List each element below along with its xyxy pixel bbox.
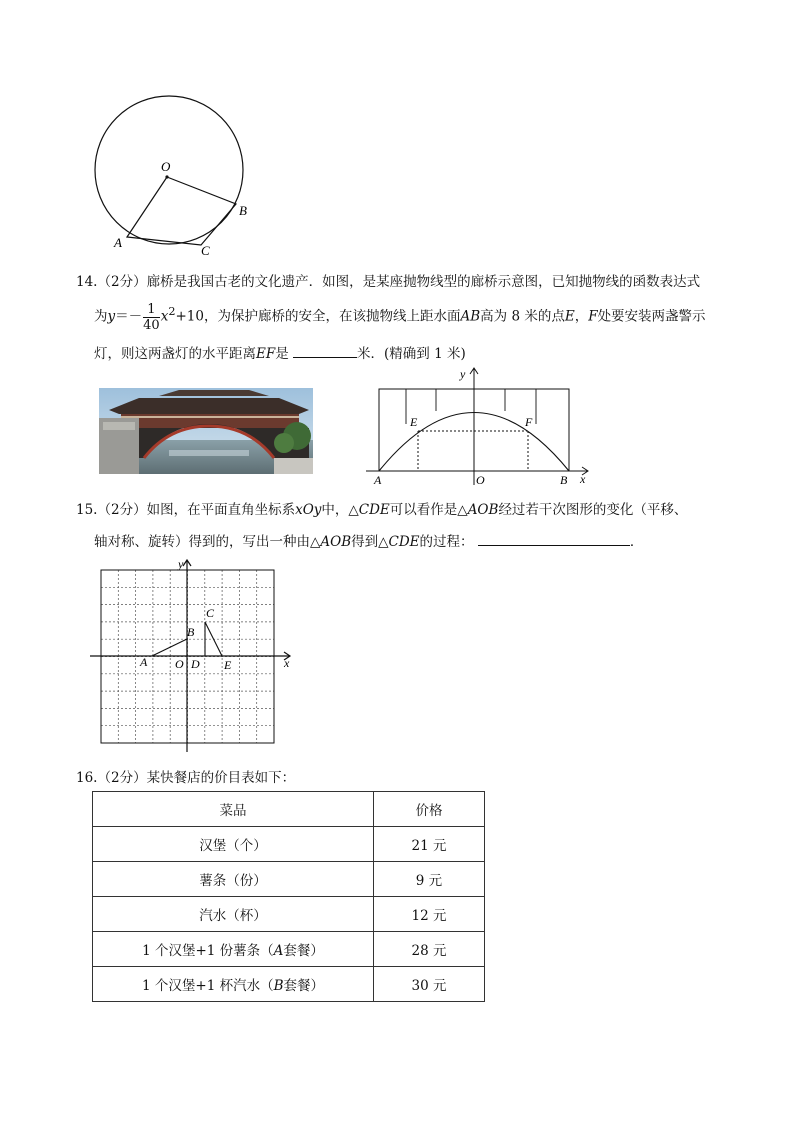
grid-a-label: A [140,655,148,669]
bridge-photo [99,388,313,474]
parabola-diagram [366,364,596,488]
q14-answer-blank[interactable] [293,357,357,358]
quadrilateral-oacb [127,177,236,245]
q15-answer-blank[interactable] [478,545,630,546]
grid-o-label: O [175,657,184,671]
table-row: 薯条（份） 9 元 [93,862,485,897]
q14-text1: 廊桥是我国古老的文化遗产．如图，是某座抛物线型的廊桥示意图，已知抛物线的函数表达式 [146,274,701,290]
table-row: 汽水（杯） 12 元 [93,897,485,932]
triangle-cde [205,622,222,656]
grid-b-label: B [187,625,195,639]
point-b-label: B [560,473,568,487]
point-a-label: A [374,473,382,487]
q14-line1 [76,270,700,290]
header-dish: 菜品 [93,792,374,827]
coordinate-grid [90,556,300,752]
q14-line2: 为y＝－ $\frac{1}{40}$ $x^2+10$，为保护廊桥的安全，在该抛物线上距水面AB高为 8 米的点E，F处要安装两盏警示 [94,301,706,333]
axis-x-label: x [580,472,586,486]
fraction-1-40: $\frac{1}{40}$ [143,301,160,333]
circle-figure [90,95,260,260]
label-c: C [201,243,210,258]
grid-e-label: E [224,658,232,672]
label-o: O [161,159,171,174]
center-point [165,175,168,178]
price-table [92,791,485,1002]
q14-line3: 灯，则这两盏灯的水平距离EF是 米．(精确到 1 米) [94,346,466,362]
table-row: 汉堡（个） 21 元 [93,827,485,862]
q16-line: 16.（2分）某快餐店的价目表如下： [76,770,296,786]
axis-y-label: y [460,367,466,381]
grid-d-label: D [191,657,200,671]
q14-score: （2分） [97,274,147,290]
table-row: 1 个汉堡+1 份薯条（A套餐） 28 元 [93,932,485,967]
q15-line2: 轴对称、旋转）得到的，写出一种由△AOB得到△CDE的过程： ． [94,534,644,550]
label-b: B [239,203,247,218]
table-row: 1 个汉堡+1 杯汽水（B套餐） 30 元 [93,967,485,1002]
label-a: A [114,235,122,250]
triangle-aob [152,639,187,656]
grid-x-label: x [284,656,290,670]
grid-c-label: C [206,606,215,620]
grid-y-label: y [178,557,184,571]
q14-number: 14. [76,274,98,290]
q15-line1: 15.（2分）如图，在平面直角坐标系xOy中，△CDE可以看作是△AOB经过若干次图形的变化（平移、 [76,502,688,518]
point-f-label: F [525,415,533,429]
point-e-label: E [410,415,418,429]
header-price: 价格 [374,792,485,827]
origin-label: O [476,473,485,487]
